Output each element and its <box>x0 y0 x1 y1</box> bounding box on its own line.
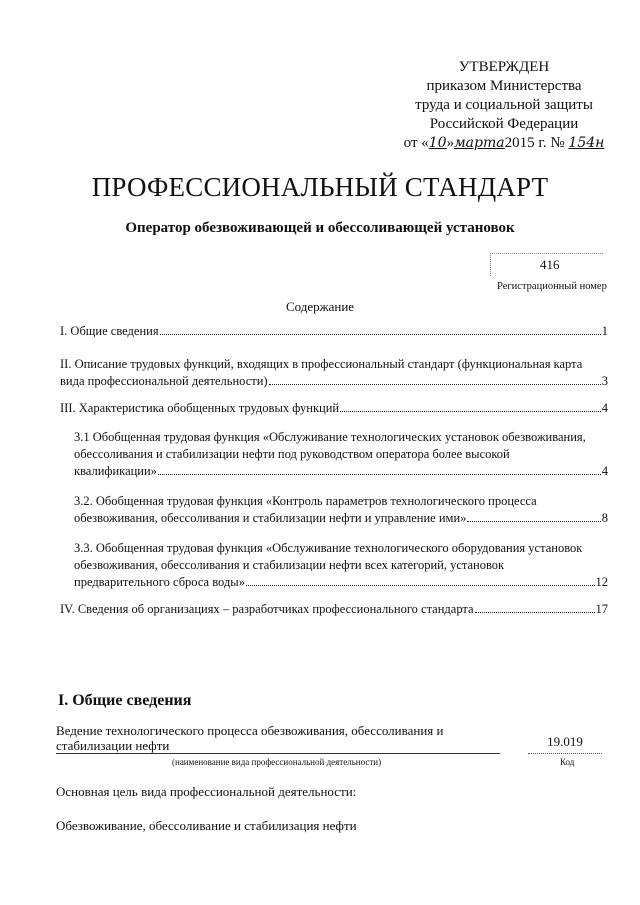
approval-order: приказом Министерства <box>426 78 582 94</box>
goal-label: Основная цель вида профессиональной деятельности: <box>56 784 357 799</box>
approval-month: марта <box>454 135 505 151</box>
registration-label: Регистрационный номер <box>497 281 607 292</box>
toc-item-2[interactable]: II. Описание трудовых функций, входящих в профессиональный стандарт (функциональная карта вида профессиональной деятельности) 3 <box>60 357 608 388</box>
toc-item-3-3[interactable]: 3.3. Обобщенная трудовая функция «Обслуживание технологического оборудования установок обезвоживания, обессоливания и стабилизации нефти всех категорий, установок предварительного сброса воды» 12 <box>74 541 608 589</box>
approval-block <box>394 58 614 153</box>
approval-year: 2015 г. № <box>504 135 565 151</box>
toc-item-3[interactable]: III. Характеристика обобщенных трудовых функций 4 <box>60 401 608 415</box>
contents-heading: Содержание <box>285 299 355 314</box>
section-1-heading: I. Общие сведения <box>58 692 192 709</box>
registration-number: 416 <box>540 257 560 272</box>
approval-number: 154н <box>568 135 605 151</box>
toc-item-3-1[interactable]: 3.1 Обобщенная трудовая функция «Обслуживание технологических установок обезвоживания, обессоливания и стабилизации нефти под руководством оператора более высокой квалификации» 4 <box>74 430 608 478</box>
activity-name-field: Ведение технологического процесса обезвоживания, обессоливания и стабилизации нефти <box>56 723 500 754</box>
approval-country: Российской Федерации <box>429 116 579 132</box>
toc-item-1[interactable]: I. Общие сведения 1 <box>60 324 608 338</box>
document-subtitle: Оператор обезвоживающей и обессоливающей установок <box>125 220 515 236</box>
document-title: ПРОФЕССИОНАЛЬНЫЙ СТАНДАРТ <box>91 172 549 202</box>
approval-title: УТВЕРЖДЕН <box>458 59 550 75</box>
toc-item-3-2[interactable]: 3.2. Обобщенная трудовая функция «Контроль параметров технологического процесса обезвоживания, обессоливания и стабилизации нефти и управление ими» 8 <box>74 494 608 525</box>
approval-date-line: от «10»марта2015 г. № 154н <box>403 135 605 151</box>
approval-ministry: труда и социальной защиты <box>415 97 593 113</box>
activity-code-field: 19.019 <box>528 734 602 754</box>
activity-caption: (наименование вида профессиональной деятельности) <box>172 757 382 767</box>
toc-item-4[interactable]: IV. Сведения об организациях – разработчиках профессионального стандарта 17 <box>60 602 608 616</box>
goal-text: Обезвоживание, обессоливание и стабилизация нефти <box>56 818 357 833</box>
approval-day: 10 <box>428 135 447 151</box>
code-caption: Код <box>560 757 575 767</box>
